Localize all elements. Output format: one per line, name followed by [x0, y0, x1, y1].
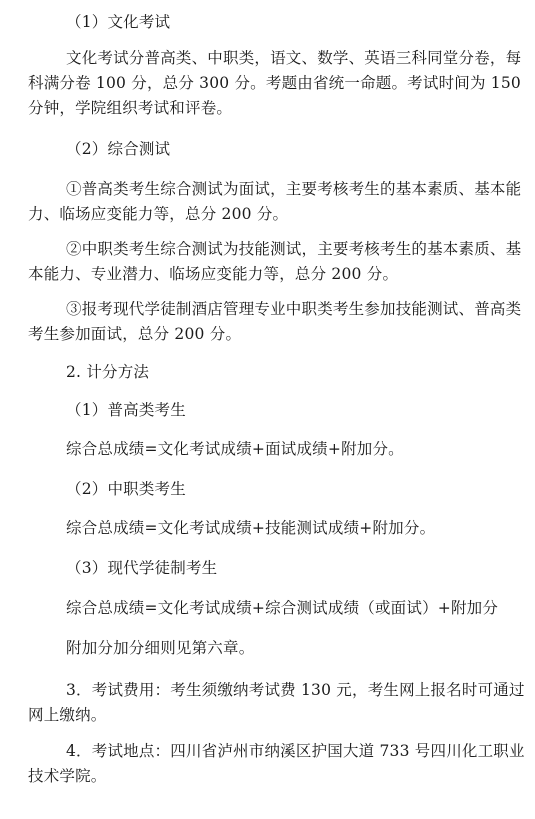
heading-comprehensive-test: （2）综合测试	[66, 140, 171, 158]
heading-scoring-method: 2. 计分方法	[66, 363, 150, 381]
formula-apprenticeship: 综合总成绩=文化考试成绩+综合测试成绩（或面试）+附加分	[66, 599, 499, 617]
formula-general: 综合总成绩=文化考试成绩+面试成绩+附加分。	[66, 440, 404, 458]
paragraph-culture-exam: 文化考试分普高类、中职类，语文、数学、英语三科同堂分卷，每科满分卷 100 分，总分 300 分。考题由省统一命题。考试时间为 150 分钟，学院组织考试和评卷。	[28, 49, 522, 117]
formula-vocational: 综合总成绩=文化考试成绩+技能测试成绩+附加分。	[66, 519, 436, 537]
paragraph-apprenticeship: ③报考现代学徒制酒店管理专业中职类考生参加技能测试、普高类考生参加面试，总分 200 分。	[28, 300, 522, 343]
heading-general-candidates: （1）普高类考生	[66, 401, 186, 419]
heading-culture-exam: （1）文化考试	[66, 13, 171, 31]
paragraph-vocational: ②中职类考生综合测试为技能测试，主要考核考生的基本素质、基本能力、专业潜力、临场应变能力等，总分 200 分。	[28, 240, 522, 283]
heading-vocational-candidates: （2）中职类考生	[66, 480, 186, 498]
paragraph-exam-location: 4．考试地点：四川省泸州市纳溪区护国大道 733 号四川化工职业技术学院。	[28, 742, 525, 785]
bonus-points-note: 附加分加分细则见第六章。	[66, 639, 255, 657]
paragraph-general-high-school: ①普高类考生综合测试为面试，主要考核考生的基本素质、基本能力、临场应变能力等，总分 200 分。	[28, 180, 522, 223]
heading-apprenticeship-candidates: （3）现代学徒制考生	[66, 559, 218, 577]
paragraph-exam-fee: 3．考试费用：考生须缴纳考试费 130 元，考生网上报名时可通过网上缴纳。	[28, 681, 525, 724]
